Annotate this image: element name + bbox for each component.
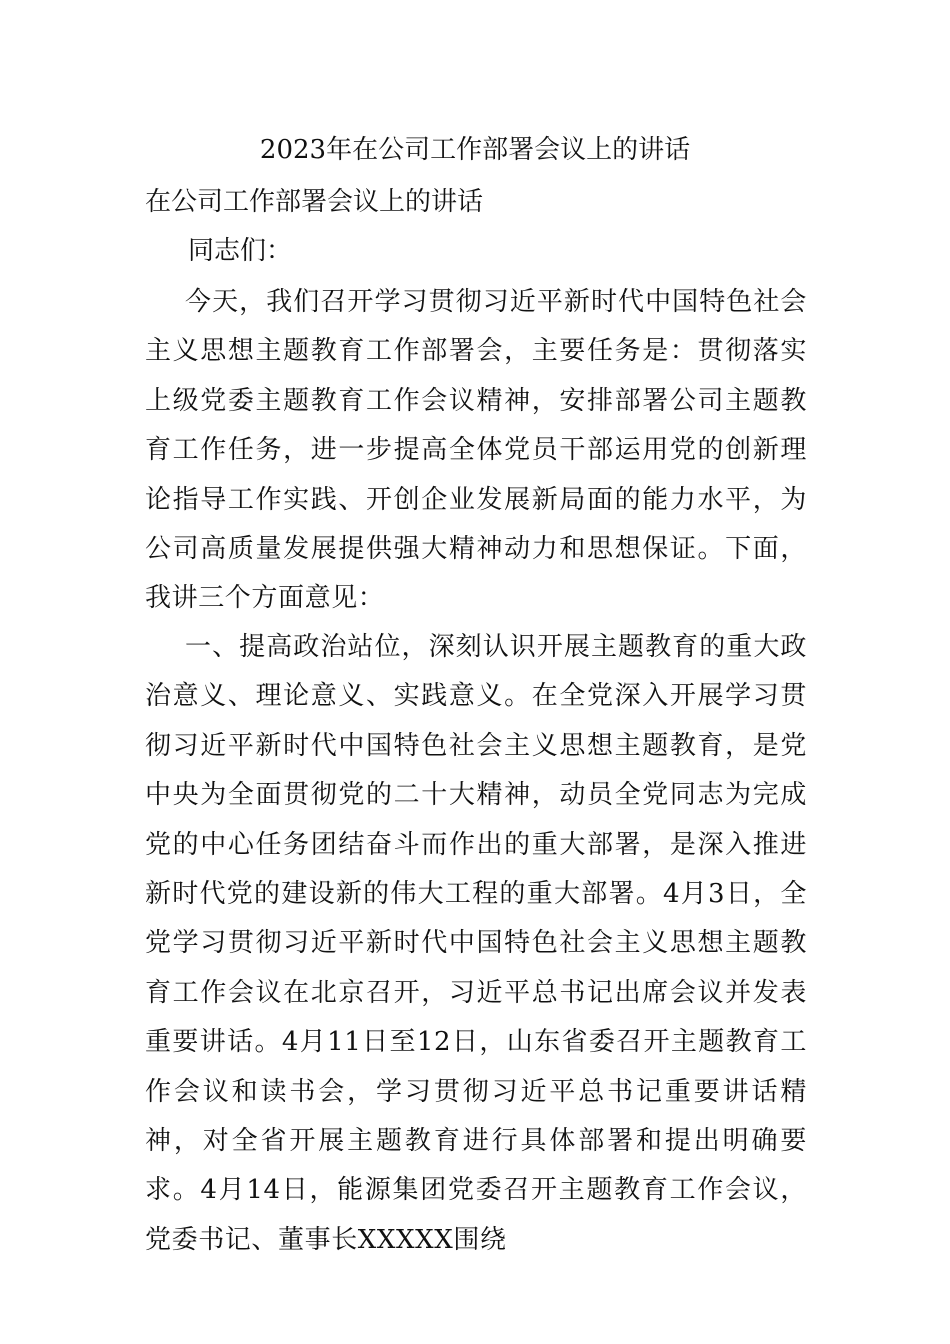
document-title: 2023年在公司工作部署会议上的讲话	[259, 135, 691, 165]
body-paragraph-intro: 今天，我们召开学习贯彻习近平新时代中国特色社会主义思想主题教育工作部署会，主要任务是：贯彻落实上级党委主题教育工作会议精神，安排部署公司主题教育工作任务，进一步提高全体党员干部运用党的创新理论指导工作实践、开创企业发展新局面的能力水平，为公司高质量发展提供强大精神动力和思想保证。下面，我讲三个方面意见：	[145, 287, 807, 614]
document-subtitle: 在公司工作部署会议上的讲话	[145, 187, 484, 217]
salutation: 同志们：	[188, 236, 293, 266]
body-paragraph-section-one: 一、提高政治站位，深刻认识开展主题教育的重大政治意义、理论意义、实践意义。在全党深入开展学习贯彻习近平新时代中国特色社会主义思想主题教育，是党中央为全面贯彻党的二十大精神，动员全党同志为完成党的中心任务团结奋斗而作出的重大部署，是深入推进新时代党的建设新的伟大工程的重大部署。4月3日，全党学习贯彻习近平新时代中国特色社会主义思想主题教育工作会议在北京召开，习近平总书记出席会议并发表重要讲话。4月11日至12日，山东省委召开主题教育工作会议和读书会，学习贯彻习近平总书记重要讲话精神，对全省开展主题教育进行具体部署和提出明确要求。4月14日，能源集团党委召开主题教育工作会议，党委书记、董事长XXXXX围绕	[145, 632, 807, 1255]
